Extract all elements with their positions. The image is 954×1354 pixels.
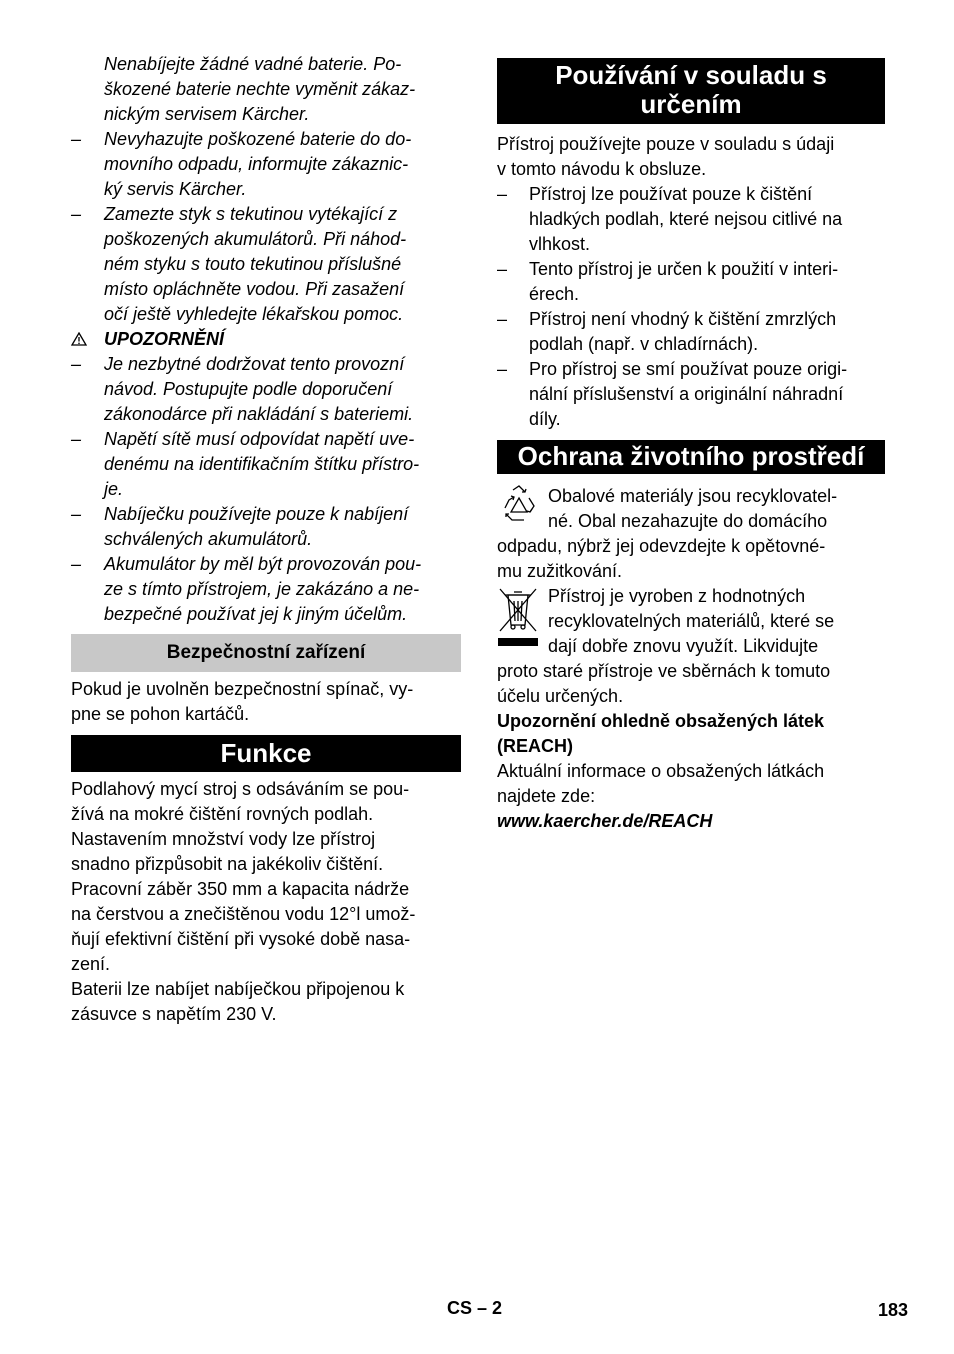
footer-section-label: CS – 2: [447, 1298, 503, 1318]
text-line: účelu určených.: [497, 686, 624, 706]
text-line: najdete zde:: [497, 786, 596, 806]
text-line: zení.: [71, 954, 111, 974]
text-line: Zamezte styk s tekutinou vytékající z: [104, 204, 398, 224]
text-line: podlah (např. v chladírnách).: [529, 334, 759, 354]
dash: –: [71, 554, 82, 574]
left-column: [71, 52, 461, 1027]
dash: –: [71, 429, 82, 449]
text-line: ze s tímto přístrojem, je zakázáno a ne-: [104, 579, 420, 599]
reach-heading: [497, 709, 885, 759]
text-line: bezpečné používat jej k jiným účelům.: [104, 604, 408, 624]
reach-paragraph: [497, 759, 885, 809]
dash: –: [71, 204, 82, 224]
text-line: zásuvce s napětím 230 V.: [71, 1004, 277, 1024]
text-line: Je nezbytné dodržovat tento provozní: [104, 354, 405, 374]
list-item: [71, 502, 461, 552]
list-item: [497, 357, 885, 432]
heading-line: Používání v souladu s: [555, 60, 827, 90]
text-line: Pracovní záběr 350 mm a kapacita nádrže: [71, 879, 410, 899]
text-line: érech.: [529, 284, 580, 304]
text-line: Přístroj lze používat pouze k čištění: [529, 184, 813, 204]
warning-label-row: [71, 327, 461, 352]
list-item: [71, 127, 461, 202]
text-line: schválených akumulátorů.: [104, 529, 313, 549]
list-item: [71, 427, 461, 502]
text-line: recyklovatelných materiálů, které se: [548, 611, 835, 631]
list-item: [497, 182, 885, 257]
text-line: Baterii lze nabíjet nabíječkou připojenou k: [71, 979, 405, 999]
list-item: [497, 257, 885, 307]
text-line: Napětí sítě musí odpovídat napětí uve-: [104, 429, 415, 449]
heading-line: určením: [640, 89, 742, 119]
recycle-icon: [497, 484, 541, 526]
text-line: ký servis Kärcher.: [104, 179, 247, 199]
list-item: [71, 552, 461, 627]
text-line: Nenabíjejte žádné vadné baterie. Po-: [104, 54, 402, 74]
usage-intro: [497, 132, 885, 182]
text-line: Nastavením množství vody lze přístroj: [71, 829, 376, 849]
list-item: [497, 307, 885, 357]
text-line: denému na identifikačním štítku přístro-: [104, 454, 420, 474]
text-line: v tomto návodu k obsluze.: [497, 159, 707, 179]
text-line: odpadu, nýbrž jej odevzdejte k opětovné-: [497, 536, 826, 556]
text-line: nální příslušenství a originální náhradní: [529, 384, 844, 404]
dash: –: [71, 129, 82, 149]
list-item: [71, 202, 461, 327]
text-line: místo opláchněte vodou. Při zasažení: [104, 279, 405, 299]
crossed-bin-icon: [497, 587, 539, 651]
right-column: [497, 58, 885, 834]
text-line: pne se pohon kartáčů.: [71, 704, 250, 724]
text-line: škozené baterie nechte vyměnit zákaz-: [104, 79, 416, 99]
text-line: Pokud je uvolněn bezpečnostní spínač, vy-: [71, 679, 414, 699]
text-line: Podlahový mycí stroj s odsáváním se pou-: [71, 779, 410, 799]
text-line: nickým servisem Kärcher.: [104, 104, 310, 124]
text-line: žívá na mokré čištění rovných podlah.: [71, 804, 374, 824]
text-line: né. Obal nezahazujte do domácího: [548, 511, 828, 531]
text-line: snadno přizpůsobit na jakékoliv čištění.: [71, 854, 384, 874]
list-item: [71, 352, 461, 427]
weee-paragraph: [497, 584, 885, 709]
dash: –: [71, 504, 82, 524]
text-line: zákonodárce při nakládání s bateriemi.: [104, 404, 414, 424]
text-line: Nevyhazujte poškozené baterie do do-: [104, 129, 412, 149]
page-number: 183: [878, 1300, 909, 1320]
text-line: Akumulátor by měl být provozován pou-: [104, 554, 422, 574]
text-line: dají dobře znovu využít. Likvidujte: [548, 636, 819, 656]
text-line: je.: [104, 479, 124, 499]
dash: –: [497, 184, 508, 204]
text-line: Přístroj není vhodný k čištění zmrzlých: [529, 309, 837, 329]
text-line: poškozených akumulátorů. Při náhod-: [104, 229, 407, 249]
text-line: hladkých podlah, které nejsou citlivé na: [529, 209, 843, 229]
text-line: Pro přístroj se smí používat pouze origi-: [529, 359, 848, 379]
warning-triangle-icon: [71, 332, 87, 346]
text-line: Aktuální informace o obsažených látkách: [497, 761, 825, 781]
battery-intro: [71, 52, 461, 127]
section-heading-environment: Ochrana životního prostředí: [497, 440, 885, 474]
text-line: movního odpadu, informujte zákaznic-: [104, 154, 409, 174]
text-line: na čerstvou a znečištěnou vodu 12°l umož-: [71, 904, 416, 924]
text-line: Přístroj používejte pouze v souladu s údaji: [497, 134, 835, 154]
text-line: Tento přístroj je určen k použití v interi-: [529, 259, 839, 279]
text-line: Obalové materiály jsou recyklovatel-: [548, 486, 838, 506]
funkce-paragraph: [71, 777, 461, 1027]
text-line: (REACH): [497, 736, 573, 756]
text-line: Přístroj je vyroben z hodnotných: [548, 586, 806, 606]
section-heading-usage: [497, 58, 885, 124]
text-line: mu zužitkování.: [497, 561, 623, 581]
text-line: díly.: [529, 409, 561, 429]
text-line: Nabíječku používejte pouze k nabíjení: [104, 504, 409, 524]
section-heading-funkce: Funkce: [71, 735, 461, 772]
dash: –: [71, 354, 82, 374]
safety-paragraph: [71, 677, 461, 727]
text-line: Upozornění ohledně obsažených látek: [497, 711, 825, 731]
text-line: ňují efektivní čištění při vysoké době nasa-: [71, 929, 411, 949]
reach-link[interactable]: www.kaercher.de/REACH: [497, 811, 713, 831]
text-line: proto staré přístroje ve sběrnách k tomuto: [497, 661, 831, 681]
recycle-paragraph: [497, 484, 885, 584]
text-line: očí ještě vyhledejte lékařskou pomoc.: [104, 304, 404, 324]
warning-label: UPOZORNĚNÍ: [104, 329, 225, 349]
text-line: návod. Postupujte podle doporučení: [104, 379, 393, 399]
dash: –: [497, 359, 508, 379]
dash: –: [497, 309, 508, 329]
text-line: ném styku s touto tekutinou příslušné: [104, 254, 402, 274]
text-line: vlhkost.: [529, 234, 591, 254]
section-heading-safety: Bezpečnostní zařízení: [71, 634, 461, 672]
dash: –: [497, 259, 508, 279]
